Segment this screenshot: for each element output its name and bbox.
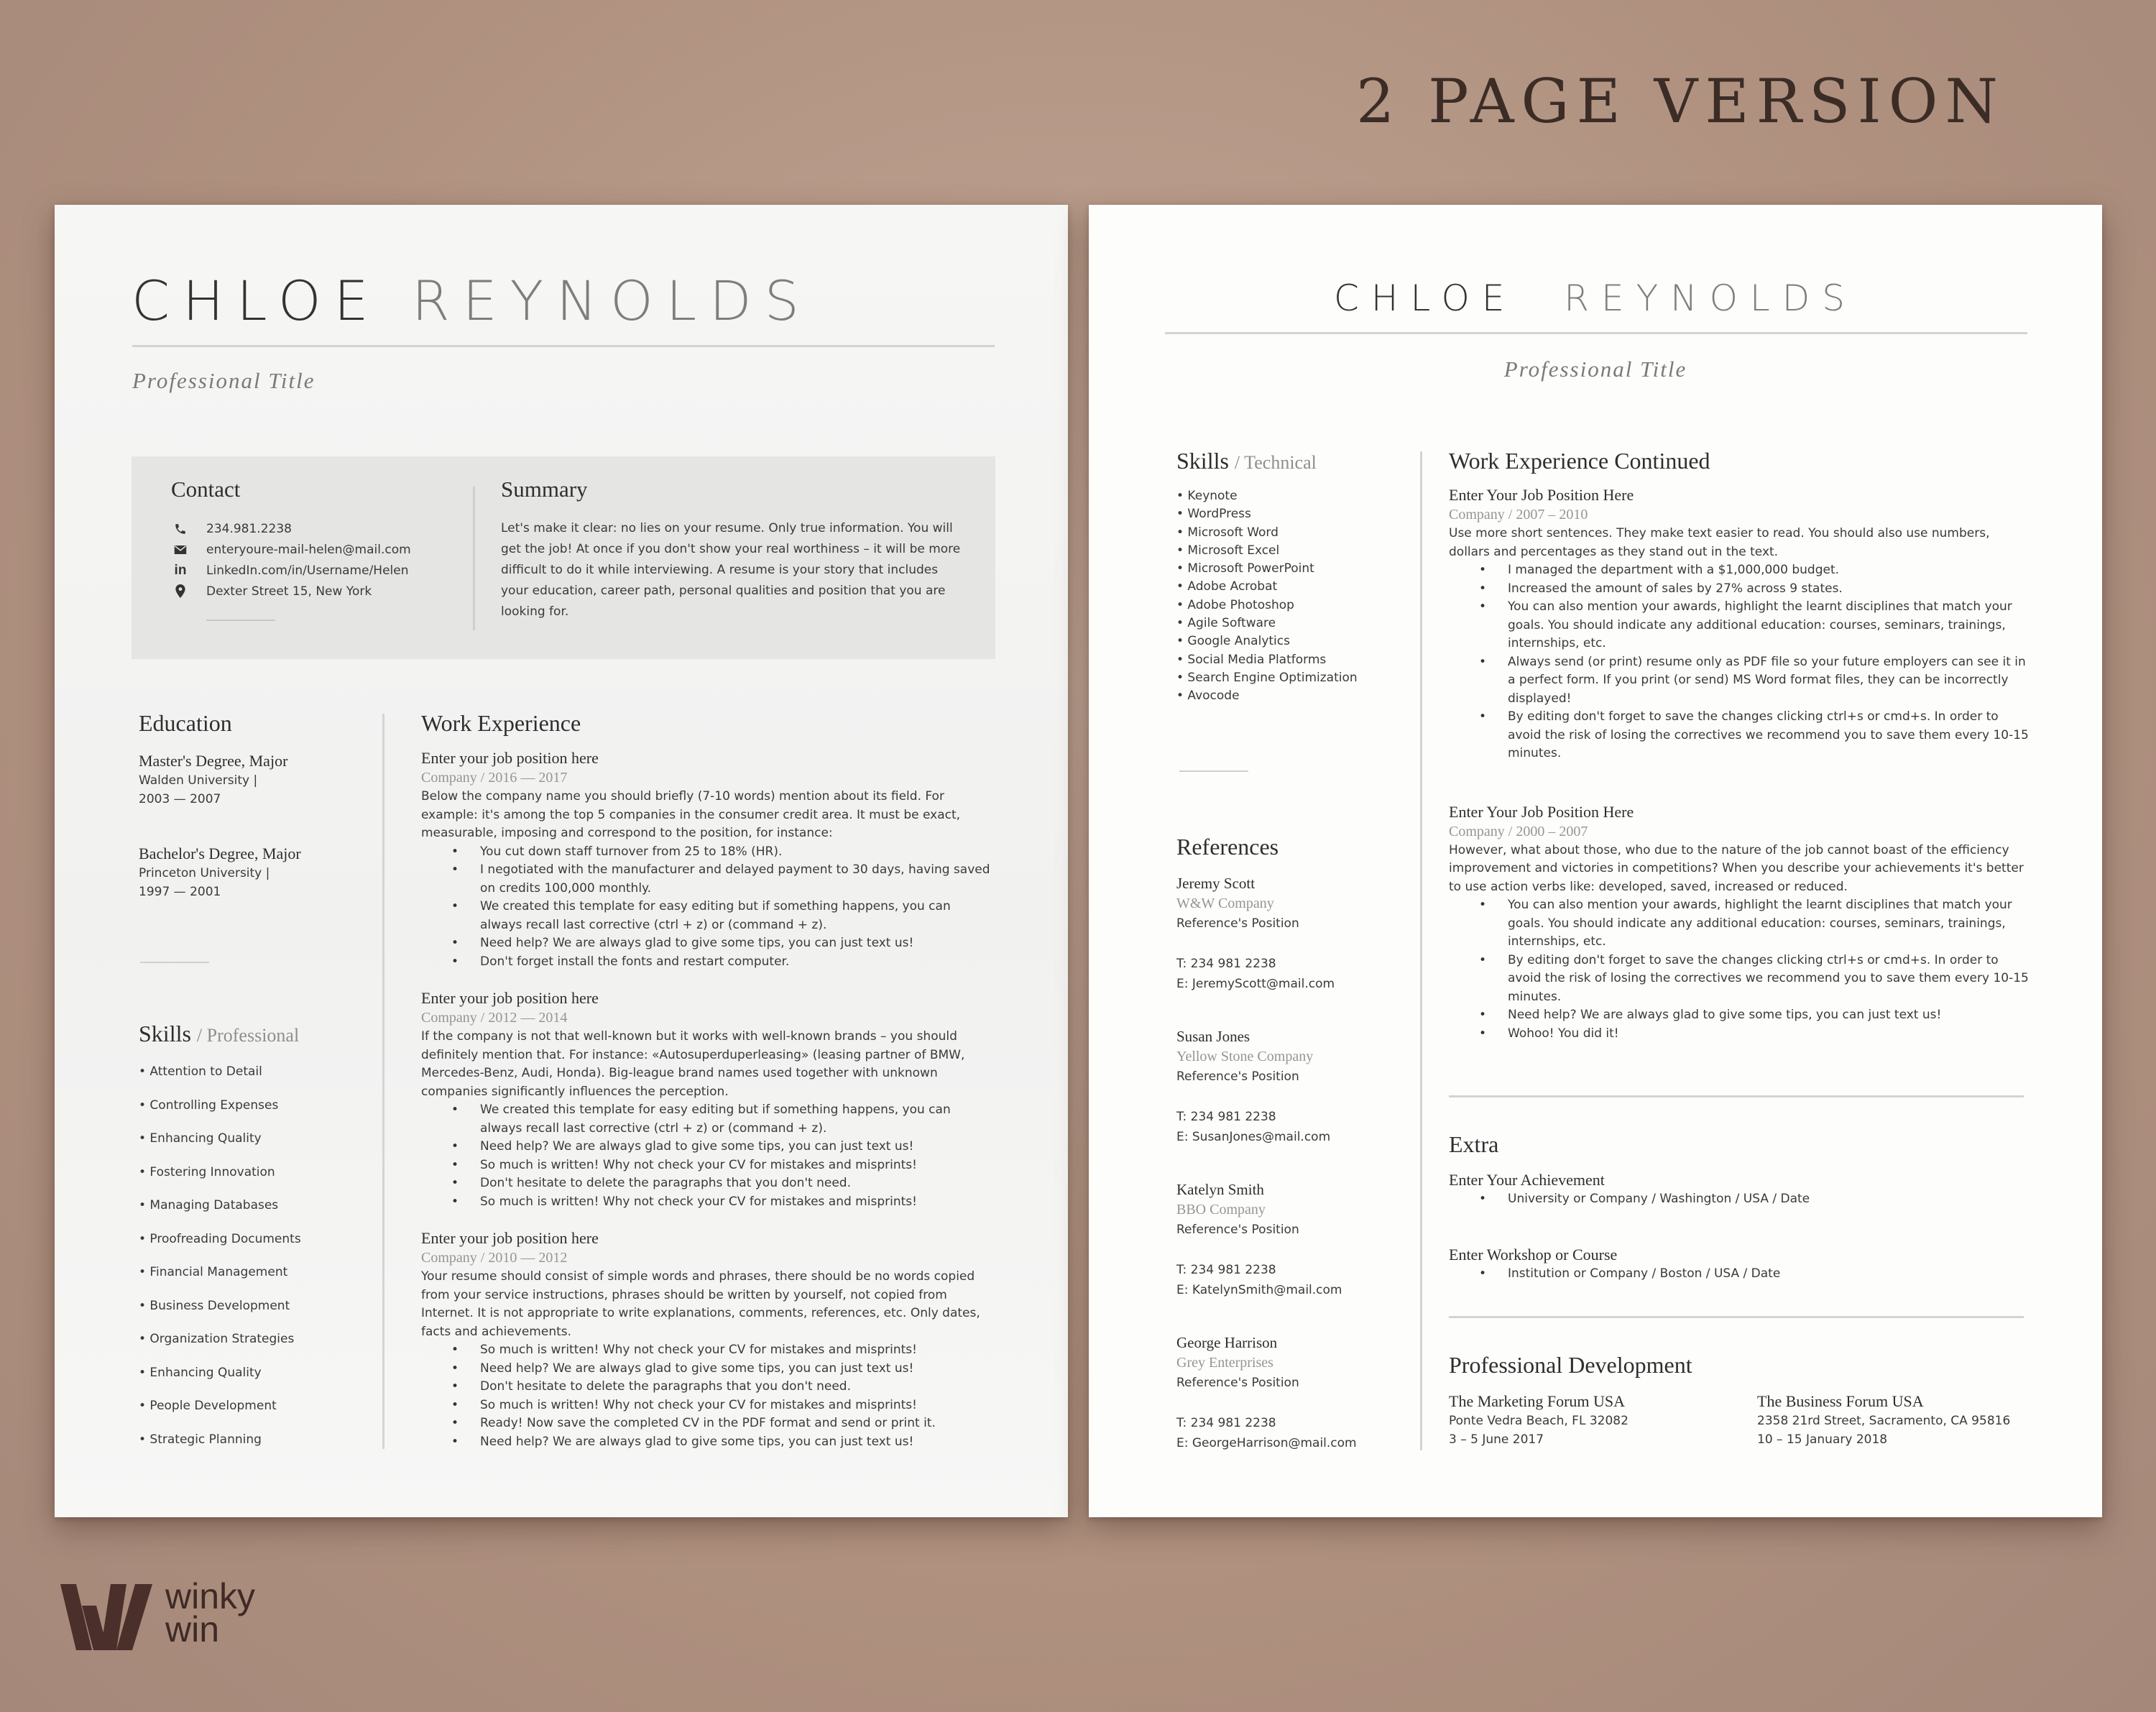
reference-name: Susan Jones (1176, 1028, 1250, 1045)
tech-skill-item: • Adobe Photoshop (1176, 597, 1294, 612)
extra-entry (1449, 1245, 2024, 1284)
job-bullet: • Need help? We are always glad to give some tips, you can just text us! (1508, 1006, 2031, 1025)
contact-address (173, 581, 411, 602)
work-continued-heading: Work Experience Continued (1449, 448, 1710, 474)
extra-heading: Extra (1449, 1131, 1499, 1157)
job-company: Company / 2016 — 2017 (421, 770, 568, 786)
job-description: Use more short sentences. They make text easier to read. You should also use numbers, dollars and percentages as they stand out in the text. (1449, 526, 1990, 559)
skills-divider (1179, 770, 1248, 772)
location-pin-icon (173, 584, 188, 599)
contact-divider (206, 620, 275, 621)
education-school: Princeton University | (139, 866, 270, 880)
job-bullet: • You can also mention your awards, highlight the learnt disciplines that match your goals. You should indicate any additional education: courses, seminars, trainings, internships, etc. (1508, 598, 2031, 653)
education-degree: Master's Degree, Major (139, 752, 288, 770)
winkywin-logo-icon (60, 1584, 152, 1650)
contact-email-text: enteryoure-mail-helen@mail.com (206, 542, 411, 557)
reference-name: Jeremy Scott (1176, 875, 1256, 892)
first-name: CHLOE (132, 269, 382, 333)
extra-bullets (1449, 1190, 2024, 1209)
skill-item: • People Development (139, 1399, 277, 1413)
contact-address-text: Dexter Street 15, New York (206, 584, 372, 599)
reference-position: Reference's Position (1176, 1223, 1299, 1237)
tech-skill-item: • Agile Software (1176, 616, 1276, 631)
education-entry (139, 751, 287, 809)
tech-skill-item: • Search Engine Optimization (1176, 670, 1358, 685)
job-company: Company / 2012 — 2014 (421, 1010, 568, 1026)
contact-linkedin-text: LinkedIn.com/in/Username/Helen (206, 563, 409, 578)
skill-item: • Fostering Innovation (139, 1164, 275, 1179)
tech-skills-subheading: / Technical (1234, 452, 1317, 473)
tech-skill-item: • Microsoft Word (1176, 525, 1279, 540)
brand-name-line2: win (165, 1609, 220, 1649)
education-heading: Education (139, 710, 232, 736)
job-position: Enter your job position here (421, 749, 599, 767)
job-bullet: • I negotiated with the manufacturer and delayed payment to 30 days, having saved on credits 100,000 monthly. (480, 861, 996, 898)
tech-skills-list (1176, 487, 1358, 706)
contact-heading: Contact (171, 477, 241, 502)
contact-phone-text: 234.981.2238 (206, 521, 292, 536)
job-bullets (421, 1101, 996, 1211)
skills-subheading: / Professional (196, 1025, 300, 1046)
mail-icon (173, 543, 188, 557)
tech-skills-heading-text: Skills (1176, 448, 1229, 474)
job-entry (421, 988, 996, 1211)
reference-name: George Harrison (1176, 1334, 1278, 1351)
skill-item: • Enhancing Quality (139, 1365, 262, 1380)
job-bullet: • You can also mention your awards, highlight the learnt disciplines that match your goals. You should indicate any additional education: courses, seminars, trainings, internships, etc. (1508, 896, 2031, 952)
prodev-date: 3 – 5 June 2017 (1449, 1432, 1544, 1447)
references-heading: References (1176, 834, 1279, 860)
job-position: Enter Your Job Position Here (1449, 486, 1634, 504)
prodev-address: Ponte Vedra Beach, FL 32082 (1449, 1414, 1628, 1428)
reference-phone: T: 234 981 2238 (1176, 1263, 1276, 1277)
job-company: Company / 2007 – 2010 (1449, 507, 1588, 523)
job-bullet: • Don't forget install the fonts and restart computer. (480, 953, 996, 972)
skill-item: • Managing Databases (139, 1198, 279, 1212)
job-entry (421, 1228, 996, 1451)
prodev-entry (1757, 1391, 2010, 1449)
resume-page-1 (55, 205, 1068, 1517)
contact-email[interactable] (173, 539, 411, 560)
contact-linkedin[interactable] (173, 560, 411, 581)
education-entry (139, 844, 301, 901)
job-bullet: • Need help? We are always glad to give some tips, you can just text us! (480, 934, 996, 953)
job-bullets (1449, 561, 2031, 763)
job-bullet: • I managed the department with a $1,000,000 budget. (1508, 561, 2031, 580)
reference-entry (1176, 1026, 1414, 1179)
education-years: 2003 — 2007 (139, 792, 221, 806)
work-list (421, 748, 996, 1451)
reference-position: Reference's Position (1176, 916, 1299, 931)
reference-spacer (1176, 934, 1414, 954)
last-name: REYNOLDS (1564, 277, 1858, 319)
tech-skill-item: • Microsoft Excel (1176, 543, 1280, 558)
job-bullet: • Need help? We are always glad to give some tips, you can just text us! (480, 1433, 996, 1452)
reference-position: Reference's Position (1176, 1069, 1299, 1084)
reference-email: E: JeremyScott@mail.com (1176, 977, 1335, 991)
job-bullet: • So much is written! Why not check your CV for mistakes and misprints! (480, 1193, 996, 1212)
extra-title: Enter Your Achievement (1449, 1171, 1605, 1189)
job-description: Your resume should consist of simple words and phrases, there should be no words copied from your service instructions, phrases should be written by yourself, not copied from Internet. It is not appropriate to write explanations, comments, references, etc. Only dates, facts and achievements. (421, 1269, 980, 1339)
reference-email: E: KatelynSmith@mail.com (1176, 1283, 1342, 1297)
work-continued-list (1449, 485, 2031, 1043)
resume-page-2 (1089, 205, 2102, 1517)
job-bullet: • Don't hesitate to delete the paragraphs that you don't need. (480, 1378, 996, 1396)
job-bullets (1449, 896, 2031, 1043)
tech-skill-item: • Microsoft PowerPoint (1176, 561, 1314, 576)
contact-summary-divider (473, 487, 475, 630)
job-bullet: • Always send (or print) resume only as PDF file so your future employers can see it in a perfect form. If you print (or send) MS Word format files, they can be incorrectly displayed! (1508, 653, 2031, 709)
contact-list (173, 518, 411, 602)
job-bullets (421, 1341, 996, 1451)
skills-heading-text: Skills (139, 1021, 191, 1046)
reference-phone: T: 234 981 2238 (1176, 1110, 1276, 1124)
education-divider (140, 962, 209, 963)
skill-item: • Attention to Detail (139, 1064, 262, 1079)
job-bullet: • Wohoo! You did it! (1508, 1025, 2031, 1044)
extra-title: Enter Workshop or Course (1449, 1246, 1618, 1264)
column-divider (382, 714, 384, 1449)
phone-icon (173, 522, 188, 536)
job-bullet: • Need help? We are always glad to give some tips, you can just text us! (480, 1138, 996, 1156)
education-school: Walden University | (139, 773, 258, 788)
references-list (1176, 873, 1414, 1486)
professional-title: Professional Title (132, 368, 315, 393)
job-bullet: • So much is written! Why not check your CV for mistakes and misprints! (480, 1341, 996, 1360)
name-divider (1165, 332, 2027, 334)
column-divider (1420, 451, 1422, 1450)
tech-skills-heading (1176, 448, 1317, 474)
reference-position: Reference's Position (1176, 1376, 1299, 1390)
extra-bullets (1449, 1265, 2024, 1284)
reference-name: Katelyn Smith (1176, 1181, 1264, 1198)
job-bullet: • Need help? We are always glad to give some tips, you can just text us! (480, 1360, 996, 1379)
job-company: Company / 2010 — 2012 (421, 1250, 568, 1266)
job-bullet: • By editing don't forget to save the changes clicking ctrl+s or cmd+s. In order to avoid the risk of losing the correctives we recommend you to save them every 10-15 minutes. (1508, 708, 2031, 763)
job-entry (1449, 485, 2031, 763)
work-extra-divider (1449, 1095, 2024, 1097)
skill-item: • Organization Strategies (139, 1332, 295, 1346)
job-position: Enter Your Job Position Here (1449, 802, 1634, 821)
reference-company: Yellow Stone Company (1176, 1049, 1314, 1064)
resume-name (1089, 277, 2102, 319)
tech-skill-item: • Keynote (1176, 489, 1238, 503)
skills-list (139, 1062, 301, 1463)
brand-name-line1: winky (165, 1576, 256, 1616)
reference-spacer (1176, 1240, 1414, 1260)
extra-prodev-divider (1449, 1316, 2024, 1318)
reference-email: E: GeorgeHarrison@mail.com (1176, 1436, 1357, 1450)
job-entry (1449, 802, 2031, 1044)
skill-item: • Business Development (139, 1298, 290, 1313)
name-divider (132, 345, 995, 347)
reference-company: BBO Company (1176, 1202, 1266, 1218)
reference-spacer (1176, 1393, 1414, 1413)
reference-spacer (1176, 1087, 1414, 1107)
prodev-heading: Professional Development (1449, 1352, 1692, 1378)
job-bullet: • Don't hesitate to delete the paragraphs that you don't need. (480, 1174, 996, 1193)
job-bullet: • Increased the amount of sales by 27% across 9 states. (1508, 580, 2031, 599)
skill-item: • Financial Management (139, 1265, 288, 1279)
skill-item: • Strategic Planning (139, 1432, 262, 1447)
job-bullet: • We created this template for easy editing but if something happens, you can always recall last corrective (ctrl + z) or (command + z). (480, 898, 996, 934)
job-description: If the company is not that well-known but it works with well-known brands – you should definitely mention that. For instance: «Autosuperduperleasing» (leasing partner of BMW, Mercedes-Benz, Audi, Honda). Big-league brand names used together with unknown companies significantly influences the perception. (421, 1029, 965, 1099)
job-bullets (421, 843, 996, 972)
extra-bullet: • University or Company / Washington / USA / Date (1508, 1190, 2024, 1209)
linkedin-icon: in (174, 562, 187, 578)
work-heading: Work Experience (421, 710, 581, 736)
version-title: 2 PAGE VERSION (1355, 66, 2005, 137)
reference-entry (1176, 1333, 1414, 1486)
tech-skill-item: • Avocode (1176, 689, 1240, 704)
job-description: However, what about those, who due to the nature of the job cannot boast of the efficiency improvement and victories in competitions? When you describe your achievements it's better to use action verbs like: developed, saved, increased or reduced. (1449, 842, 2024, 894)
tech-skill-item: • Adobe Acrobat (1176, 579, 1278, 594)
job-position: Enter your job position here (421, 989, 599, 1007)
reference-company: Grey Enterprises (1176, 1355, 1273, 1371)
brand-name (165, 1576, 256, 1649)
resume-name (132, 269, 812, 333)
job-bullet: • You cut down staff turnover from 25 to 18% (HR). (480, 843, 996, 862)
prodev-name: The Marketing Forum USA (1449, 1392, 1626, 1410)
tech-skill-item: • Google Analytics (1176, 634, 1290, 649)
last-name: REYNOLDS (411, 269, 812, 333)
summary-heading: Summary (501, 477, 588, 502)
job-bullet: • We created this template for easy editing but if something happens, you can always recall last corrective (ctrl + z) or (command + z). (480, 1101, 996, 1138)
job-bullet: • Ready! Now save the completed CV in the PDF format and send or print it. (480, 1414, 996, 1433)
job-company: Company / 2000 – 2007 (1449, 823, 1588, 839)
job-bullet: • By editing don't forget to save the changes clicking ctrl+s or cmd+s. In order to avoid the risk of losing the correctives we recommend you to save them every 10-15 minutes. (1508, 952, 2031, 1007)
prodev-address: 2358 21rd Street, Sacramento, CA 95816 (1757, 1414, 2011, 1428)
job-bullet: • So much is written! Why not check your CV for mistakes and misprints! (480, 1156, 996, 1175)
reference-entry (1176, 1179, 1414, 1333)
education-degree: Bachelor's Degree, Major (139, 845, 301, 862)
prodev-name: The Business Forum USA (1757, 1392, 1924, 1410)
education-years: 1997 — 2001 (139, 885, 221, 899)
prodev-entry (1449, 1391, 1628, 1449)
job-entry (421, 748, 996, 971)
reference-company: W&W Company (1176, 896, 1274, 911)
skill-item: • Proofreading Documents (139, 1231, 301, 1246)
reference-phone: T: 234 981 2238 (1176, 1416, 1276, 1430)
summary-text: Let's make it clear: no lies on your resume. Only true information. You will get the job! At once if you don't show your real worthiness – it will be more difficult to do it while interviewing. A resume is your story that includes your education, career path, personal qualities and position that you are looking for. (501, 521, 961, 619)
skill-item: • Enhancing Quality (139, 1131, 262, 1146)
tech-skill-item: • Social Media Platforms (1176, 652, 1327, 667)
job-bullet: • So much is written! Why not check your CV for mistakes and misprints! (480, 1396, 996, 1415)
first-name: CHLOE (1333, 277, 1517, 319)
reference-entry (1176, 873, 1414, 1026)
professional-title: Professional Title (1503, 356, 1687, 382)
tech-skill-item: • WordPress (1176, 507, 1251, 522)
contact-summary-box (132, 456, 995, 659)
reference-phone: T: 234 981 2238 (1176, 957, 1276, 971)
extra-entry (1449, 1170, 2024, 1209)
job-description: Below the company name you should briefly (7-10 words) mention about its field. For example: it's among the top 5 companies in the consumer credit area. It must be exact, measurable, imposing and correspond to the position, for instance: (421, 789, 961, 840)
extra-bullet: • Institution or Company / Boston / USA / Date (1508, 1265, 2024, 1284)
skills-heading (139, 1021, 299, 1047)
job-position: Enter your job position here (421, 1229, 599, 1247)
contact-phone[interactable] (173, 518, 411, 539)
reference-email: E: SusanJones@mail.com (1176, 1130, 1331, 1144)
prodev-date: 10 – 15 January 2018 (1757, 1432, 1888, 1447)
skill-item: • Controlling Expenses (139, 1097, 279, 1113)
